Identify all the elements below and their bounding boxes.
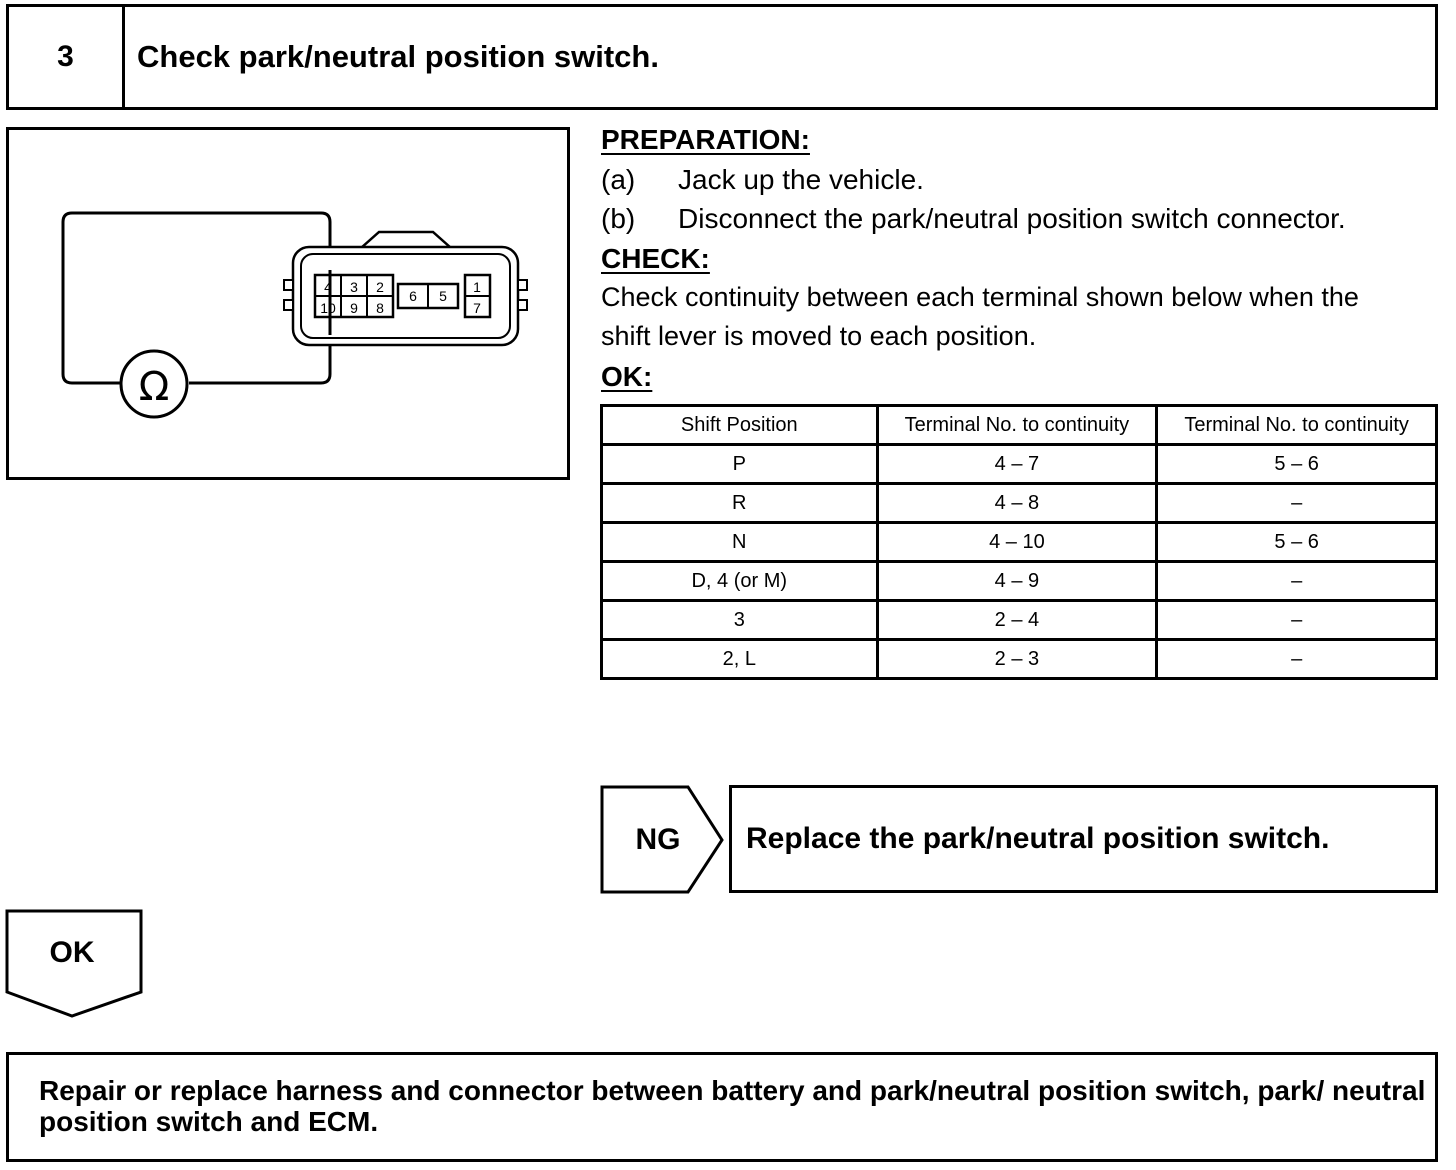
table-header-row [602,406,1437,445]
table-row [602,445,1437,484]
terminal-10: 10 [320,300,336,316]
table-cell: – [1157,562,1437,601]
ng-flag [600,785,726,895]
table-cell: N [602,523,878,562]
terminal-4: 4 [324,279,332,295]
connector-tab-left [284,300,293,310]
table-cell: 2 – 4 [877,601,1157,640]
table-cell: 4 – 8 [877,484,1157,523]
table-cell: D, 4 (or M) [602,562,878,601]
connector-tab-right [518,300,527,310]
table-row [602,562,1437,601]
step-title: Check park/neutral position switch. [137,39,659,74]
connector-diagram [6,127,570,480]
terminal-7: 7 [473,300,481,316]
terminal-6: 6 [409,288,417,304]
ng-label: NG [635,823,681,856]
step-header [6,4,1438,110]
table-row [602,640,1437,679]
table-row [602,484,1437,523]
terminal-2: 2 [376,279,384,295]
table-cell: 5 – 6 [1157,523,1437,562]
table-cell: 2, L [602,640,878,679]
ok-action-text: Repair or replace harness and connector between battery and park/neutral position switch, park/ neutral position switch and ECM. [39,1075,1426,1137]
ok-heading: OK: [601,361,653,392]
ohmmeter-connector-illustration [9,130,567,477]
preparation-item-b-letter: (b) [601,203,636,234]
terminal-3: 3 [350,279,358,295]
check-text-line2: shift lever is moved to each position. [601,321,1037,351]
column-header: Terminal No. to continuity [877,406,1157,445]
check-text-line1: Check continuity between each terminal shown below when the [601,282,1359,312]
preparation-heading: PREPARATION: [601,124,810,155]
table-cell: 4 – 10 [877,523,1157,562]
check-heading: CHECK: [601,243,710,274]
table-row [602,601,1437,640]
column-header: Shift Position [602,406,878,445]
table-cell: R [602,484,878,523]
table-cell: – [1157,640,1437,679]
connector-tab-left [284,280,293,290]
terminal-1: 1 [473,279,481,295]
terminal-9: 9 [350,300,358,316]
table-cell: 4 – 9 [877,562,1157,601]
meter-wire [63,213,330,383]
table-cell: 3 [602,601,878,640]
table-cell: – [1157,484,1437,523]
ok-flag [4,908,144,1020]
ok-label: OK [49,936,95,969]
ok-action-box [6,1052,1438,1162]
table-cell: 4 – 7 [877,445,1157,484]
terminal-8: 8 [376,300,384,316]
preparation-item-b-text: Disconnect the park/neutral position switch connector. [678,203,1346,234]
step-number: 3 [9,7,125,107]
preparation-item-a-text: Jack up the vehicle. [678,164,924,195]
ng-action-text: Replace the park/neutral position switch. [746,822,1330,855]
table-cell: 2 – 3 [877,640,1157,679]
preparation-item-a-letter: (a) [601,164,636,195]
table-cell: 5 – 6 [1157,445,1437,484]
table-cell: – [1157,601,1437,640]
table-row [602,523,1437,562]
table-cell: P [602,445,878,484]
ng-action-box [729,785,1438,893]
ohm-symbol: Ω [138,364,170,410]
connector-latch [361,232,451,248]
terminal-5: 5 [439,288,447,304]
continuity-table [600,404,1438,680]
connector-tab-right [518,280,527,290]
column-header: Terminal No. to continuity [1157,406,1437,445]
